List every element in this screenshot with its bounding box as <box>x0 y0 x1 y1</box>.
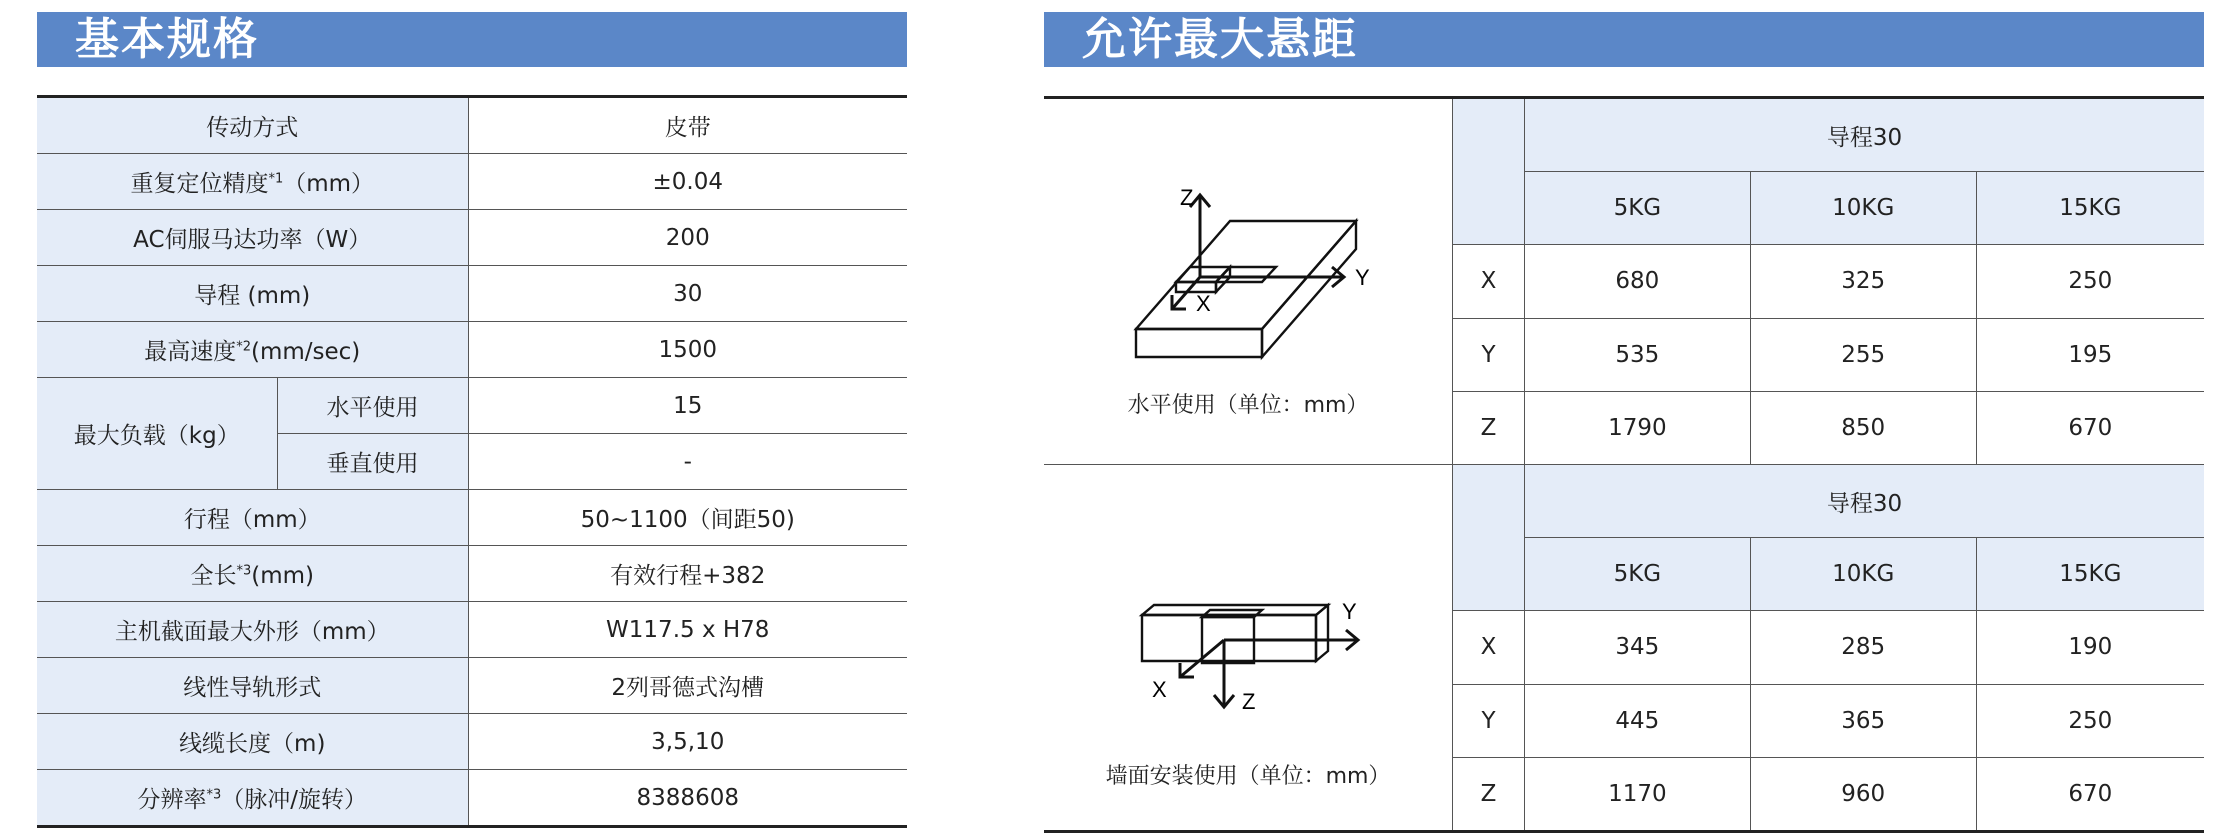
spec-value: 2列哥德式沟槽 <box>468 658 907 714</box>
spec-value: 15 <box>468 378 907 434</box>
spec-sublabel: 垂直使用 <box>277 434 468 490</box>
load-header: 5KG <box>1524 172 1750 245</box>
overhang-value: 1170 <box>1524 757 1750 831</box>
slider-cap <box>1216 267 1276 282</box>
spec-label: 传动方式 <box>37 97 468 154</box>
spec-value: 200 <box>468 210 907 266</box>
spec-row-repeat <box>37 154 907 210</box>
spec-table <box>37 95 907 828</box>
rail-front-face <box>1136 329 1262 357</box>
x-axis-label: X <box>1196 291 1211 316</box>
spec-row-length <box>37 546 907 602</box>
load-header: 5KG <box>1524 538 1750 611</box>
lead-header: 导程30 <box>1524 465 2204 538</box>
overhang-value: 255 <box>1750 318 1976 391</box>
spec-label-unit: （mm） <box>283 171 375 197</box>
axis-header-blank <box>1453 98 1525 245</box>
overhang-title: 允许最大悬距 <box>1082 14 1358 65</box>
axis-label: Y <box>1453 318 1525 391</box>
spec-value: ±0.04 <box>468 154 907 210</box>
axis-label: Z <box>1453 391 1525 464</box>
spec-label <box>37 154 468 210</box>
load-header: 15KG <box>1976 172 2204 245</box>
spec-value: 8388608 <box>468 770 907 827</box>
axis-label: X <box>1453 245 1525 318</box>
overhang-value: 680 <box>1524 245 1750 318</box>
overhang-value: 195 <box>1976 318 2204 391</box>
overhang-value: 670 <box>1976 757 2204 831</box>
slider-top <box>1202 610 1262 617</box>
overhang-value: 535 <box>1524 318 1750 391</box>
z-axis-label: Z <box>1242 689 1256 714</box>
overhang-value: 960 <box>1750 757 1976 831</box>
rail-front-face <box>1142 615 1316 661</box>
spec-label-text: 重复定位精度 <box>130 171 269 197</box>
spec-label-text: 全长 <box>190 563 237 589</box>
spec-row-cable <box>37 714 907 770</box>
y-axis-label: Y <box>1342 599 1357 624</box>
spec-label <box>37 546 468 602</box>
y-axis-label: Y <box>1355 265 1370 290</box>
overhang-value: 345 <box>1524 611 1750 684</box>
axis-label: Y <box>1453 684 1525 757</box>
spec-label <box>37 322 468 378</box>
rail-top-face <box>1136 221 1356 329</box>
overhang-value: 325 <box>1750 245 1976 318</box>
spec-row-speed <box>37 322 907 378</box>
spec-label: 主机截面最大外形（mm） <box>37 602 468 658</box>
footnote-mark: *1 <box>268 171 284 187</box>
overhang-value: 365 <box>1750 684 1976 757</box>
overhang-value: 190 <box>1976 611 2204 684</box>
spec-label-unit: (mm) <box>251 563 315 589</box>
spec-title-banner <box>37 12 907 67</box>
overhang-wall-header-row <box>1044 465 2204 538</box>
overhang-value: 250 <box>1976 684 2204 757</box>
spec-sublabel: 水平使用 <box>277 378 468 434</box>
spec-label-unit: (mm/sec) <box>250 339 361 365</box>
spec-value: 皮带 <box>468 97 907 154</box>
footnote-mark: *3 <box>206 787 222 803</box>
spec-row-resolution <box>37 770 907 827</box>
spec-value: - <box>468 434 907 490</box>
horizontal-figure-cell <box>1044 98 1453 465</box>
lead-header: 导程30 <box>1524 98 2204 172</box>
spec-value: 1500 <box>468 322 907 378</box>
spec-row-guide <box>37 658 907 714</box>
overhang-value: 250 <box>1976 245 2204 318</box>
spec-label-text: 最高速度 <box>144 339 237 365</box>
footnote-mark: *2 <box>236 339 251 355</box>
spec-value: 3,5,10 <box>468 714 907 770</box>
overhang-value: 1790 <box>1524 391 1750 464</box>
spec-value: 有效行程+382 <box>468 546 907 602</box>
spec-label <box>37 770 468 827</box>
spec-label: 线性导轨形式 <box>37 658 468 714</box>
axis-header-blank <box>1453 465 1525 611</box>
footnote-mark: *3 <box>236 563 252 579</box>
axis-label: Z <box>1453 757 1525 831</box>
spec-row-power <box>37 210 907 266</box>
spec-row-drive <box>37 97 907 154</box>
spec-title: 基本规格 <box>75 14 259 65</box>
rail-side-face <box>1262 221 1356 357</box>
overhang-value: 670 <box>1976 391 2204 464</box>
spec-label: 导程 (mm) <box>37 266 468 322</box>
spec-value: 30 <box>468 266 907 322</box>
rail-side-face <box>1316 605 1328 661</box>
load-header: 15KG <box>1976 538 2204 611</box>
overhang-horizontal-header-row <box>1044 98 2204 172</box>
spec-label: 行程（mm） <box>37 490 468 546</box>
spec-row-load-horizontal <box>37 378 907 434</box>
overhang-value: 850 <box>1750 391 1976 464</box>
spec-label: 线缆长度（m) <box>37 714 468 770</box>
overhang-value: 445 <box>1524 684 1750 757</box>
load-header: 10KG <box>1750 538 1976 611</box>
spec-label-text: 分辨率 <box>137 787 207 813</box>
x-axis-label: X <box>1152 677 1167 702</box>
z-axis-label: Z <box>1180 185 1194 210</box>
wall-figure-cell <box>1044 465 1453 832</box>
spec-label-unit: （脉冲/旋转） <box>221 787 368 813</box>
wall-caption: 墙面安装使用（单位：mm） <box>1105 764 1391 789</box>
spec-row-section <box>37 602 907 658</box>
load-header: 10KG <box>1750 172 1976 245</box>
spec-label: AC伺服马达功率（W） <box>37 210 468 266</box>
spec-row-stroke <box>37 490 907 546</box>
spec-value: 50~1100（间距50) <box>468 490 907 546</box>
overhang-table <box>1044 96 2204 833</box>
spec-label: 最大负载（kg） <box>37 378 277 490</box>
spec-value: W117.5 x H78 <box>468 602 907 658</box>
axis-label: X <box>1453 611 1525 684</box>
horizontal-caption: 水平使用（单位：mm） <box>1127 393 1369 418</box>
spec-row-lead <box>37 266 907 322</box>
overhang-title-banner <box>1044 12 2204 67</box>
overhang-value: 285 <box>1750 611 1976 684</box>
